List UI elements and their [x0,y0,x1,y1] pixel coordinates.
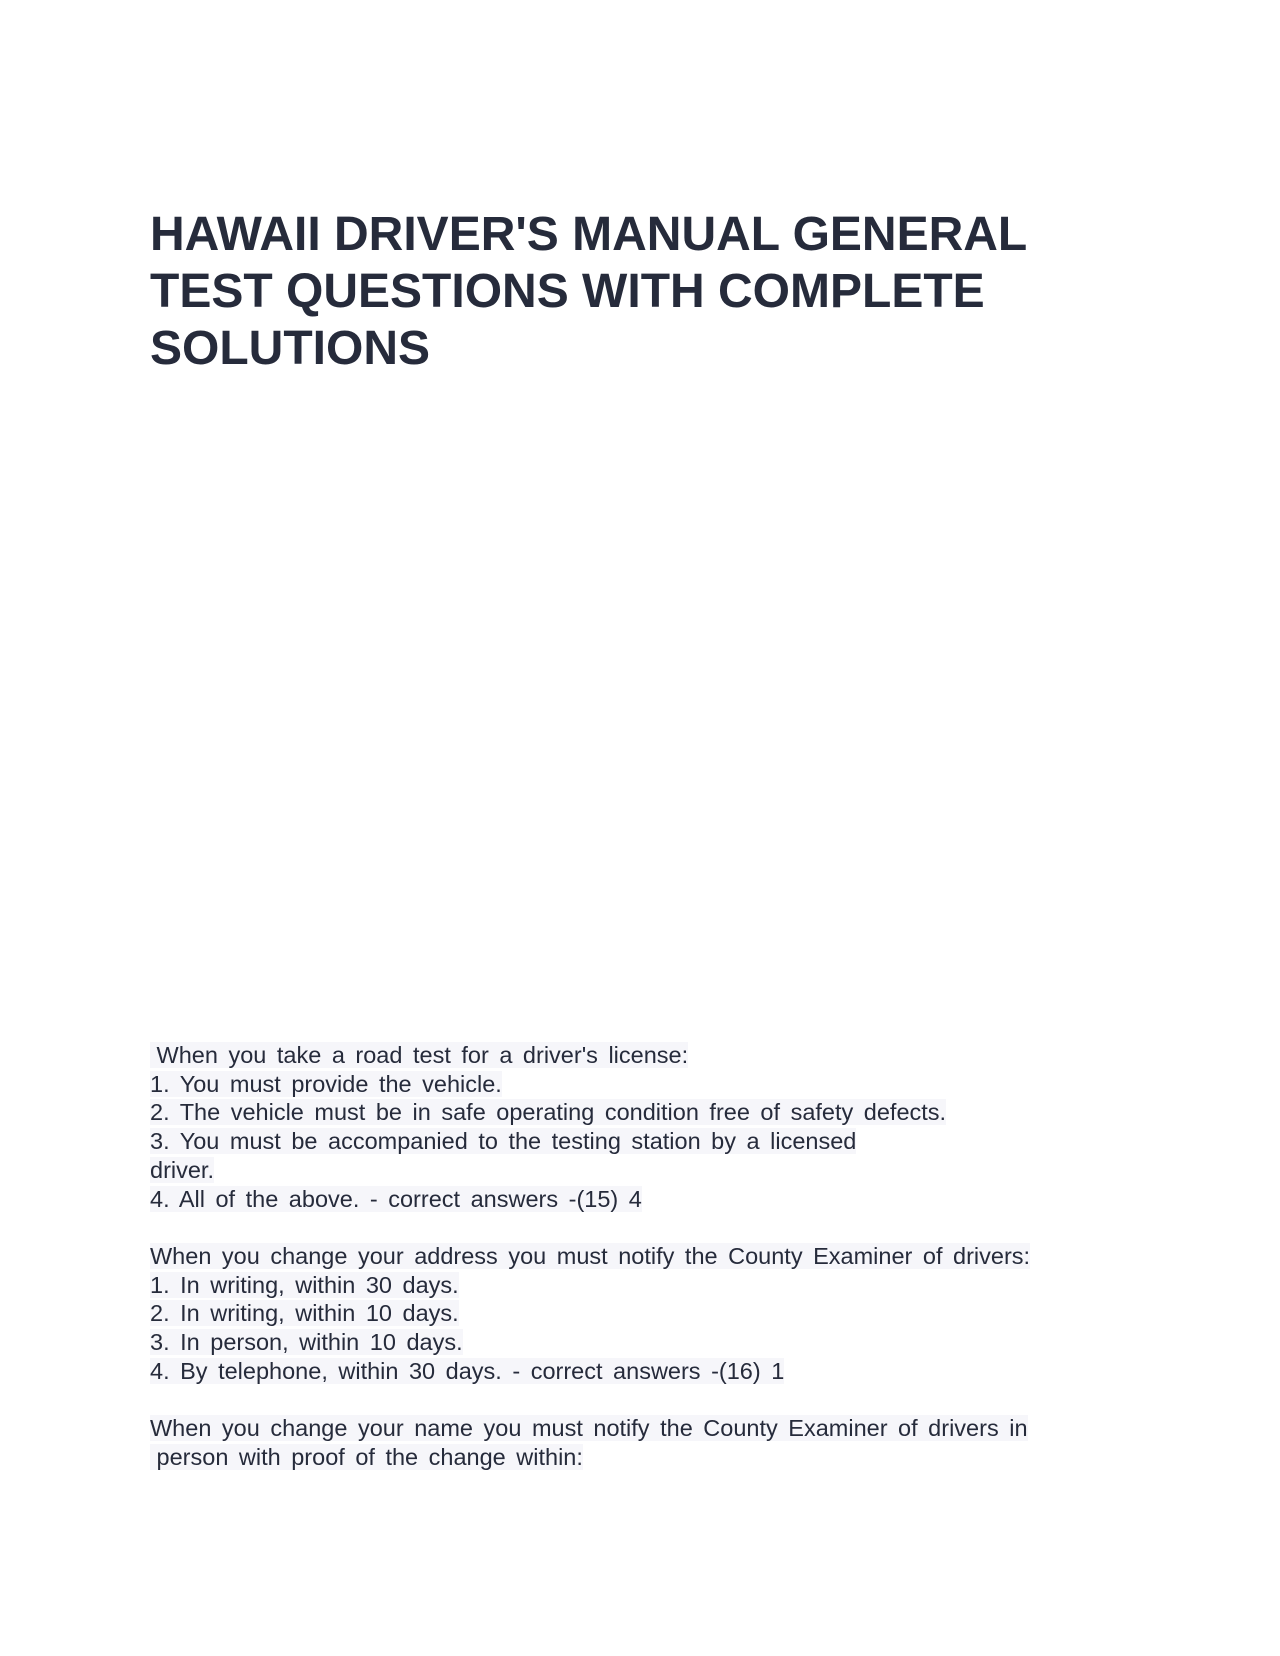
question-block-17 [150,1414,1150,1471]
question-text: When you change your address you must notify the County Examiner of drivers: [150,1243,1031,1269]
question-text: When you take a road test for a driver's license: [150,1042,689,1068]
title-line: SOLUTIONS [150,322,431,375]
question-block-16 [150,1242,1150,1386]
question-text: When you change your name you must notify the County Examiner of drivers in [150,1415,1028,1441]
title-line: HAWAII DRIVER'S MANUAL GENERAL [150,208,1028,261]
answer-option: 3. You must be accompanied to the testing station by a licensed [150,1128,857,1155]
answer-option-with-key: 4. All of the above. - correct answers -(15) 4 [150,1185,642,1212]
question-block-15 [150,1041,1150,1213]
answer-option-with-key: 4. By telephone, within 30 days. - correct answers -(16) 1 [150,1357,785,1384]
answer-option: 1. You must provide the vehicle. [150,1070,502,1097]
answer-option: 2. In writing, within 10 days. [150,1300,459,1327]
document-title [150,206,1150,377]
answer-option-continued: driver. [150,1156,214,1183]
title-line: TEST QUESTIONS WITH COMPLETE [150,265,985,318]
answer-option: 2. The vehicle must be in safe operating condition free of safety defects. [150,1099,947,1126]
answer-option: 1. In writing, within 30 days. [150,1271,459,1298]
answer-option: 3. In person, within 10 days. [150,1329,463,1356]
question-text-continued: person with proof of the change within: [150,1443,583,1470]
